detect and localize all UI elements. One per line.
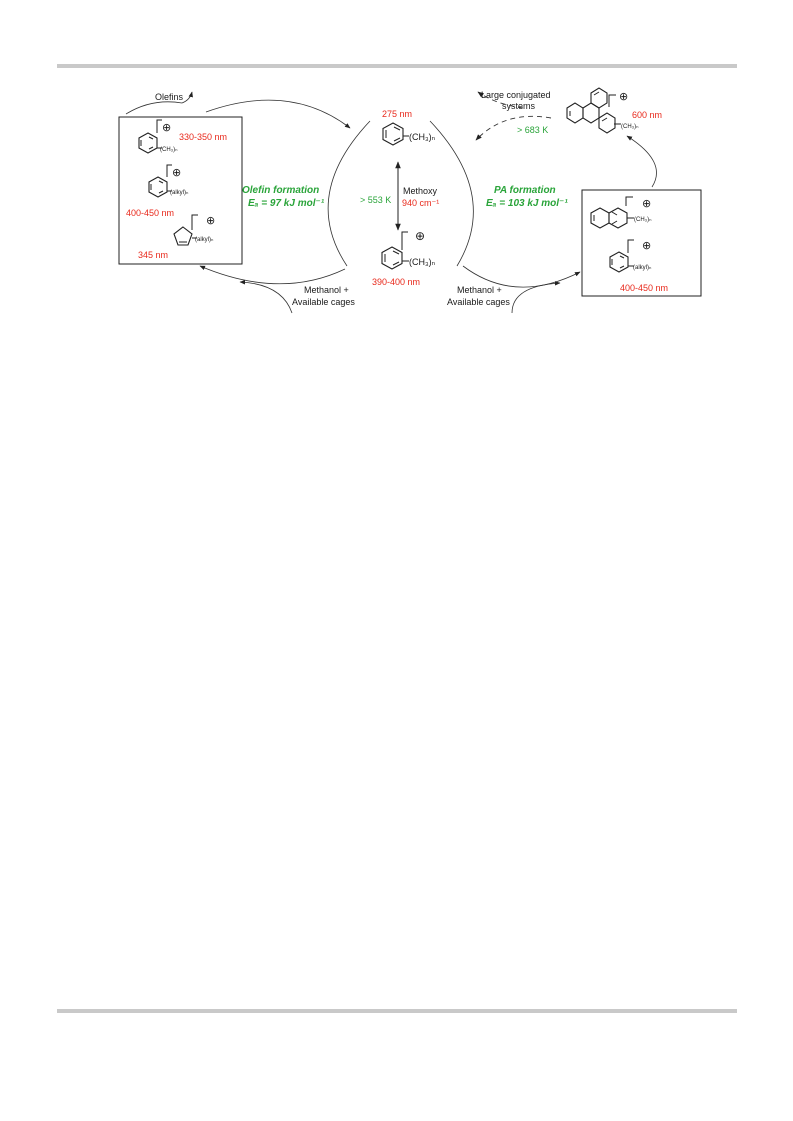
plus-charge: ⊕ <box>162 122 172 134</box>
alkylbenzenium-icon <box>149 177 167 197</box>
center-top-substituent: (CH₃)ₙ <box>409 132 436 142</box>
left-substituent-3: (alkyl)ₙ <box>195 237 214 243</box>
conjugated-line2: systems <box>502 101 536 111</box>
benzene-icon <box>383 123 403 145</box>
left-wavelength-2: 400-450 nm <box>126 208 175 218</box>
left-substituent-2: (alkyl)ₙ <box>170 190 189 196</box>
plus-charge: ⊕ <box>206 215 216 227</box>
conjugated-line1: Large conjugated <box>481 90 551 100</box>
naphthalenium-icon <box>591 208 627 228</box>
methylbenzenium-icon <box>139 133 157 153</box>
top-right-substituent: (CH₃)ₙ <box>621 124 639 130</box>
feed-left-line1: Methanol + <box>304 285 349 295</box>
feed-right-line2: Available cages <box>447 297 510 307</box>
alkylbenzenium-icon <box>610 252 628 272</box>
center-left-arc <box>328 121 370 266</box>
feed-left-line2: Available cages <box>292 297 355 307</box>
right-wavelength: 400-450 nm <box>620 283 669 293</box>
plus-charge: ⊕ <box>172 167 182 179</box>
feed-left-arrow <box>240 282 292 313</box>
methoxy-label: Methoxy <box>403 186 438 196</box>
plus-charge: ⊕ <box>619 91 629 103</box>
methanol-to-center-arrow <box>206 100 350 128</box>
left-wavelength-3: 345 nm <box>138 250 169 260</box>
right-substituent-1: (CH₃)ₙ <box>634 217 652 223</box>
right-substituent-2: (alkyl)ₙ <box>633 265 652 271</box>
plus-charge: ⊕ <box>642 198 652 210</box>
center-top-wavelength: 275 nm <box>382 109 413 119</box>
footer-rule <box>57 1009 737 1013</box>
center-bottom-substituent: (CH₃)ₙ <box>409 257 436 267</box>
center-bottom-wavelength: 390-400 nm <box>372 277 421 287</box>
top-right-wavelength: 600 nm <box>632 110 663 120</box>
top-right-temperature: > 683 K <box>517 125 549 135</box>
pa-formation-title: PA formation <box>494 185 556 196</box>
pa-formation-energy: Eₐ = 103 kJ mol⁻¹ <box>486 198 568 209</box>
plus-charge: ⊕ <box>642 240 652 252</box>
left-wavelength-1: 330-350 nm <box>179 132 228 142</box>
reaction-cycle-diagram <box>0 0 793 330</box>
feed-right-arrow <box>512 283 560 313</box>
right-box-to-top-arrow <box>627 136 656 187</box>
olefin-formation-title: Olefin formation <box>242 185 320 196</box>
return-to-left-arrow <box>200 266 345 284</box>
center-temperature: > 553 K <box>360 195 392 205</box>
olefin-formation-energy: Eₐ = 97 kJ mol⁻¹ <box>248 198 325 209</box>
benzenium-icon <box>382 247 402 269</box>
plus-charge: ⊕ <box>415 229 426 243</box>
left-substituent-1: (CH₃)ₙ <box>160 147 178 153</box>
feed-right-line1: Methanol + <box>457 285 502 295</box>
center-to-right-arrow <box>463 266 580 287</box>
phenanthrenium-icon <box>567 88 615 133</box>
methoxy-wavenumber: 940 cm⁻¹ <box>402 198 440 208</box>
cyclopentenyl-icon <box>174 227 192 245</box>
olefins-label: Olefins <box>155 92 184 102</box>
